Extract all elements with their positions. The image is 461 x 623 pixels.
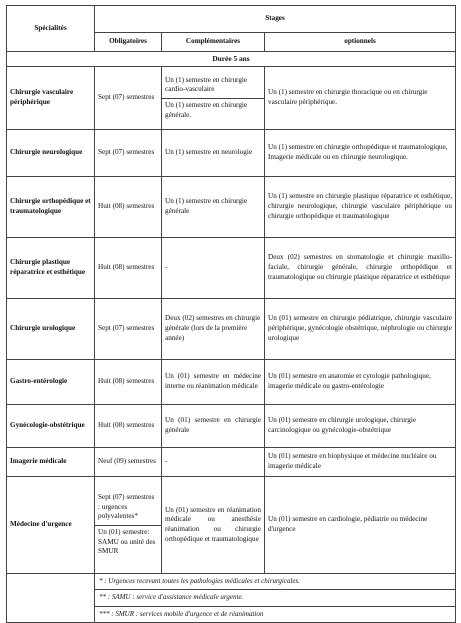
specialite-cell: Chirurgie neurologique: [7, 129, 95, 176]
header-obligatoires: Obligatoires: [95, 33, 162, 52]
complementaires-cell: Un (01) semestre en réanimation médicale ou anesthésie réanimation ou chirurgie orthopédique et traumatologique: [162, 476, 265, 573]
complementaires-cell: Un (01) semestre en chirurgie générale: [162, 404, 265, 447]
obligatoires-cell: [95, 476, 162, 573]
obligatoires-cell: Huit (08) semestres: [95, 237, 162, 298]
complementaires-cell: [162, 66, 265, 129]
specialite-cell: Imagerie médicale: [7, 447, 95, 476]
stages-table: [6, 5, 456, 623]
obligatoires-cell: Sept (07) semestres: [95, 298, 162, 359]
table-row: [7, 129, 456, 176]
table-row: [7, 237, 456, 298]
complementaires-text: Un (1) semestre en chirurgie cardio-vasculaire: [165, 75, 248, 94]
obligatoires-cell: Sept (07) semestres: [95, 129, 162, 176]
optionnels-cell: Un (1) semestre en chirurgie plastique réparatrice et esthétique, chirurgie neurologique, chirurgie vasculaire périphérique ou chirurgie orthopédique et traumatologique: [265, 176, 456, 237]
table-row: [7, 404, 456, 447]
header-row-1: [7, 6, 456, 33]
complementaires-text: Un (1) semestre en chirurgie générale.: [162, 98, 264, 120]
obligatoires-text: Sept (07) semestres : urgences polyvalentes*: [98, 492, 155, 521]
specialite-cell: Gynécologie-obstétrique: [7, 404, 95, 447]
complementaires-cell: Deux (02) semestres en chirurgie générale (lors de la première année): [162, 298, 265, 359]
duration-row: [7, 52, 456, 67]
duration-label: Durée 5 ans: [7, 52, 456, 67]
header-stages: Stages: [95, 6, 456, 33]
obligatoires-cell: Huit (08) semestres: [95, 404, 162, 447]
optionnels-cell: Un (01) semestre en chirurgie urologique, chirurgie carcinologique ou gynécologie-obstétrique: [265, 404, 456, 447]
header-optionnels: optionnels: [265, 33, 456, 52]
optionnels-cell: Deux (02) semestres en stomatologie et chirurgie maxillo-faciale, chirurgie générale, chirurgie orthopédique et traumatologique ou chirurgie plastique réparatrice et esthétique: [265, 237, 456, 298]
specialite-cell: Médecine d'urgence: [7, 476, 95, 573]
optionnels-cell: Un (01) semestre en cardiologie, pédiatrie ou médecine d'urgence: [265, 476, 456, 573]
table-row: [7, 176, 456, 237]
optionnels-cell: Un (01) semestre en anatomie et cytologie pathologique, imagerie médicale ou gastro-entérologie: [265, 359, 456, 404]
complementaires-cell: Un (1) semestre en neurologie: [162, 129, 265, 176]
obligatoires-cell: Huit (08) semestres: [95, 359, 162, 404]
header-specialites: Spécialités: [7, 6, 95, 52]
table-row: [7, 66, 456, 129]
obligatoires-cell: Neuf (09) semestres: [95, 447, 162, 476]
table-row: [7, 447, 456, 476]
note-row: [7, 573, 456, 589]
table-row: [7, 476, 456, 573]
optionnels-cell: Un (01) semestre en chirurgie pédiatrique, chirurgie vasculaire périphérique, gynécologie obstétrique, néphrologie ou chirurgie urologique: [265, 298, 456, 359]
specialite-cell: Chirurgie plastique réparatrice et esthétique: [7, 237, 95, 298]
obligatoires-text: Un (01) semestre: SAMU ou unité des SMUR: [95, 525, 161, 557]
notes-spacer: [7, 573, 95, 622]
footnote: *** : SMUR : services mobile d'urgence et de réanimation: [95, 606, 456, 622]
footnote: ** : SAMU : service d'assistance médicale urgente.: [95, 590, 456, 606]
header-complementaires: Complémentaires: [162, 33, 265, 52]
specialite-cell: Chirurgie orthopédique et traumatologique: [7, 176, 95, 237]
table-row: [7, 298, 456, 359]
specialite-cell: Chirurgie vasculaire périphérique: [7, 66, 95, 129]
footnote: * : Urgences recevant toutes les pathologies médicales et chirurgicales.: [95, 573, 456, 589]
specialite-cell: Chirurgie urologique: [7, 298, 95, 359]
complementaires-cell: -: [162, 447, 265, 476]
optionnels-cell: Un (01) semestre en biophysique et médecine nucléaire ou imagerie médicale: [265, 447, 456, 476]
table-row: [7, 359, 456, 404]
obligatoires-cell: Huit (08) semestres: [95, 176, 162, 237]
complementaires-cell: Un (1) semestre en chirurgie générale: [162, 176, 265, 237]
optionnels-cell: Un (1) semestre en chirurgie orthopédique et traumatologique, Imagerie médicale ou en chirurgie neurologique.: [265, 129, 456, 176]
complementaires-cell: Un (01) semestre en médecine interne ou réanimation médicale: [162, 359, 265, 404]
optionnels-cell: Un (1) semestre en chirurgie thoracique ou en chirurgie vasculaire périphérique.: [265, 66, 456, 129]
complementaires-cell: -: [162, 237, 265, 298]
specialite-cell: Gastro-entérologie: [7, 359, 95, 404]
obligatoires-cell: Sept (07) semestres: [95, 66, 162, 129]
